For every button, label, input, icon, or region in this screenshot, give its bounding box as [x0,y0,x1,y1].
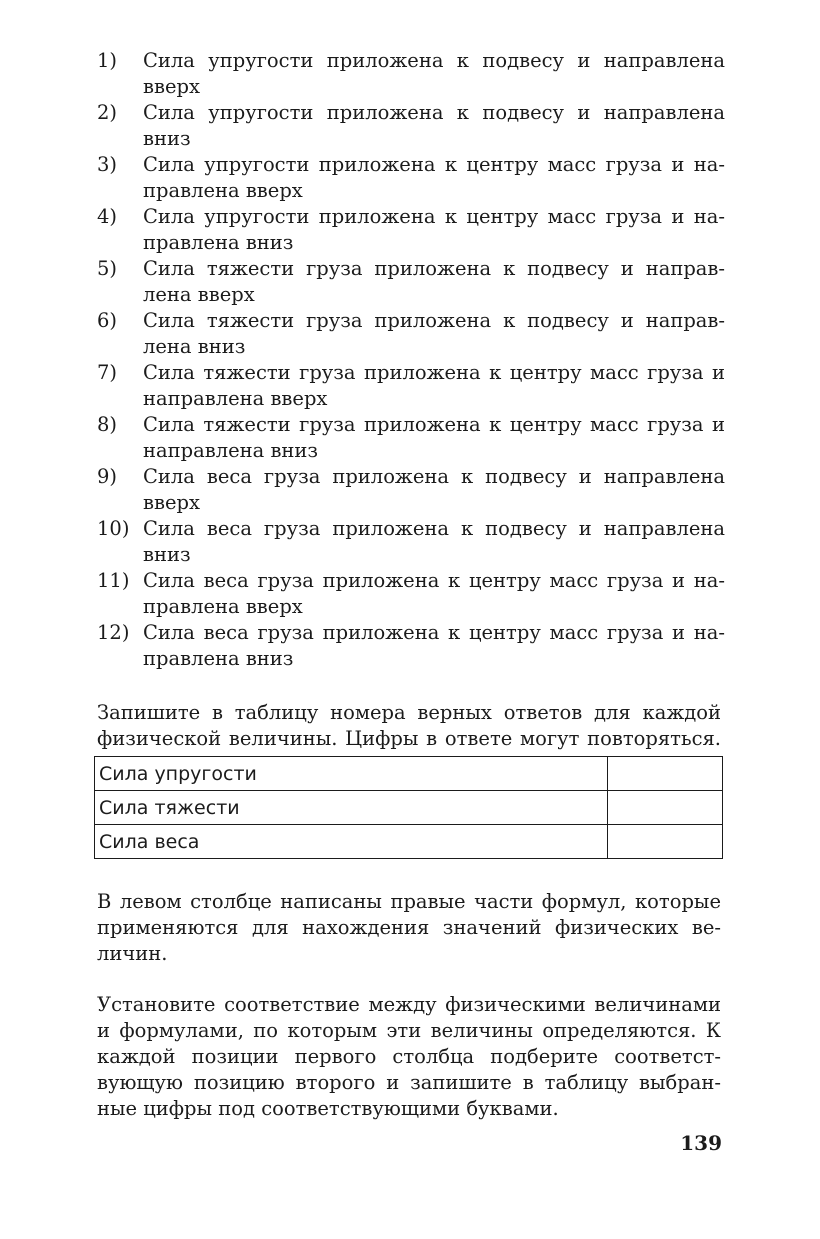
option-item [97,152,725,204]
table-row [95,791,723,825]
option-number: 7) [97,361,118,384]
option-number: 5) [97,257,118,280]
answer-cell[interactable] [608,825,723,859]
option-number: 1) [97,49,118,72]
option-line: Сила тяжести груза приложена к подвесу и направ- [143,257,725,280]
option-text [143,256,725,308]
option-item [97,100,725,152]
formulas-note [97,889,721,967]
option-line: Сила веса груза приложена к подвесу и направлена [143,465,725,488]
option-number: 4) [97,205,118,228]
page-number: 139 [680,1131,722,1155]
option-text [143,308,725,360]
option-line: правлена вниз [143,647,294,670]
paragraph-line: личин. [97,942,168,965]
paragraph-line: физической величины. Цифры в ответе могут повторяться. [97,727,721,750]
option-item [97,256,725,308]
option-number: 6) [97,309,118,332]
option-number: 8) [97,413,118,436]
option-line: вверх [143,491,200,514]
option-line: правлена вниз [143,231,294,254]
paragraph-line: Установите соответствие между физическими величинами [97,993,721,1016]
option-item [97,308,725,360]
option-text [143,152,725,204]
option-text [143,204,725,256]
option-line: Сила веса груза приложена к центру масс груза и на- [143,569,725,592]
option-text [143,516,725,568]
option-line: Сила веса груза приложена к центру масс груза и на- [143,621,725,644]
option-text [143,568,725,620]
paragraph-line: каждой позиции первого столбца подберите соответст- [97,1045,721,1068]
table-instruction [97,700,721,752]
quantity-label: Сила тяжести [95,791,608,825]
option-line: Сила тяжести груза приложена к подвесу и направ- [143,309,725,332]
paragraph-line: и формулами, по которым эти величины определяются. К [97,1019,721,1042]
option-item [97,516,725,568]
option-item [97,48,725,100]
option-line: Сила упругости приложена к центру масс груза и на- [143,153,725,176]
option-number: 11) [97,569,130,592]
option-item [97,568,725,620]
option-line: правлена вверх [143,595,303,618]
option-line: вниз [143,127,191,150]
option-number: 12) [97,621,130,644]
option-item [97,204,725,256]
option-line: лена вниз [143,335,246,358]
option-text [143,620,725,672]
option-line: правлена вверх [143,179,303,202]
answer-cell[interactable] [608,757,723,791]
option-item [97,412,725,464]
paragraph-line: применяются для нахождения значений физических ве- [97,916,721,939]
quantity-label: Сила упругости [95,757,608,791]
option-item [97,620,725,672]
option-line: Сила упругости приложена к подвесу и направлена [143,101,725,124]
option-number: 10) [97,517,130,540]
table-row [95,825,723,859]
paragraph-line: Запишите в таблицу номера верных ответов для каждой [97,701,721,724]
option-line: Сила тяжести груза приложена к центру масс груза и [143,413,725,436]
option-line: направлена вниз [143,439,319,462]
option-text [143,464,725,516]
paragraph-line: ные цифры под соответствующими буквами. [97,1097,559,1120]
paragraph-line: вующую позицию второго и запишите в таблицу выбран- [97,1071,721,1094]
answer-cell[interactable] [608,791,723,825]
paragraph-line: В левом столбце написаны правые части формул, которые [97,890,721,913]
option-text [143,48,725,100]
option-line: вниз [143,543,191,566]
option-item [97,360,725,412]
option-line: вверх [143,75,200,98]
option-line: лена вверх [143,283,255,306]
answer-table [94,756,723,859]
option-number: 2) [97,101,118,124]
option-line: Сила упругости приложена к подвесу и направлена [143,49,725,72]
answer-options-list [97,48,725,672]
option-item [97,464,725,516]
option-line: направлена вверх [143,387,328,410]
table-row [95,757,723,791]
option-number: 9) [97,465,118,488]
option-text [143,360,725,412]
option-line: Сила упругости приложена к центру масс груза и на- [143,205,725,228]
option-text [143,100,725,152]
option-line: Сила тяжести груза приложена к центру масс груза и [143,361,725,384]
matching-task [97,992,721,1122]
option-text [143,412,725,464]
option-line: Сила веса груза приложена к подвесу и направлена [143,517,725,540]
quantity-label: Сила веса [95,825,608,859]
option-number: 3) [97,153,118,176]
